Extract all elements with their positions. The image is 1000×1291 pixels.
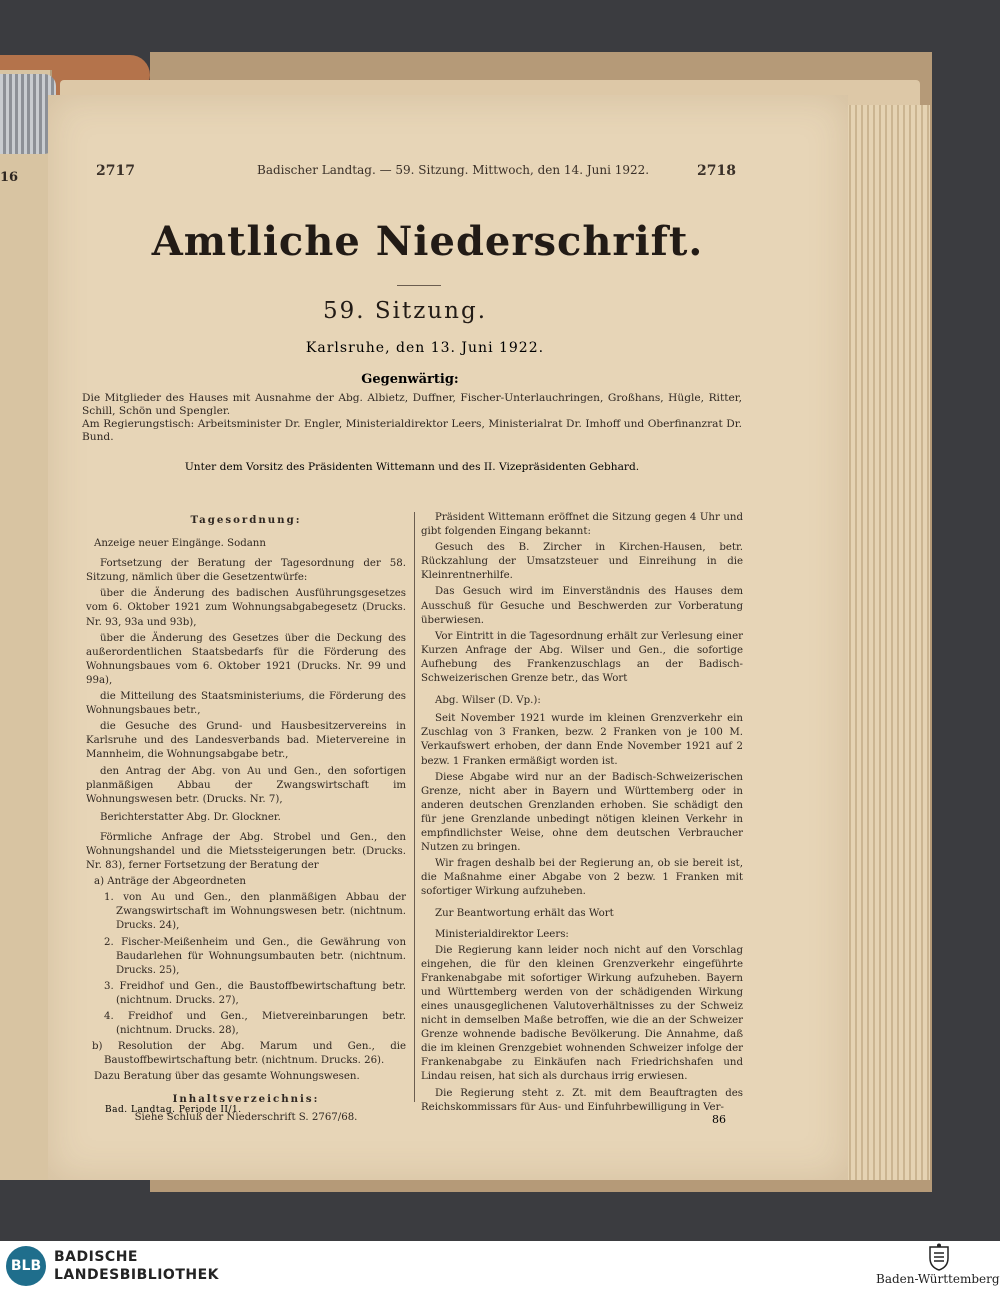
agenda-item: 1. von Au und Gen., den planmäßigen Abbau der Zwangswirtschaft im Wohnungswesen betr. (nichtnum. Drucks. 24), <box>104 892 406 932</box>
chair-line: Unter dem Vorsitz des Präsidenten Wittemann und des II. Vizepräsidenten Gebhard. <box>184 461 640 473</box>
sheet-signature: Bad. Landtag. Periode II/1. <box>105 1105 242 1115</box>
minutes-paragraph: Diese Abgabe wird nur an der Badisch-Schweizerischen Grenze, nicht aber in Bayern und Württemberg oder in anderen deutschen Grenzlanden erhoben. Sie schädigt den für jene Grenzlande unbedingt nötigen kleinen Verkehr in empfindlichster Weise, ohne dem deutschen Verbraucher Nutzen zu bringen. <box>421 771 743 854</box>
left-page-number-fragment: 16 <box>0 170 19 185</box>
agenda-item: 4. Freidhof und Gen., Mietvereinbarungen betr. (nichtnum. Drucks. 28), <box>104 1011 406 1037</box>
minutes-paragraph: Die Regierung steht z. Zt. mit dem Beauftragten des Reichskommissars für Aus- und Einfuhrbewilligung in Ver- <box>421 1087 743 1113</box>
minutes-paragraph: Präsident Wittemann eröffnet die Sitzung gegen 4 Uhr und gibt folgenden Eingang bekannt: <box>421 512 743 538</box>
agenda-item: über die Änderung des Gesetzes über die Deckung des außerordentlichen Staatsbedarfs für die Förderung des Wohnungsbaues vom 6. Oktober 1921 (Drucks. Nr. 99 und 99a), <box>86 632 406 686</box>
page-number-left: 2717 <box>96 163 135 179</box>
agenda-item: Fortsetzung der Beratung der Tagesordnung der 58. Sitzung, nämlich über die Gesetzentwürfe: <box>86 558 406 584</box>
minutes-paragraph: Die Regierung kann leider noch nicht auf den Vorschlag eingehen, die für den kleinen Grenzverkehr eingeführte Frankenabgabe mit sofortiger Wirkung aufzuheben. Bayern und Württemberg werden von der schädigenden Wirkung eines unausgeglichenen Valutoverhältnisses zu der Schweiz nicht in demselben Maße betroffen, wie die an der Schweizer Grenze wohnende badische Bevölkerung. Die Annahme, daß die im kleinen Grenzgebiet wohnenden Schweizer infolge der Frankenabgabe zu Einkäufen nach Friedrichshafen und Lindau reisen, hat sich als durchaus irrig erwiesen. <box>421 944 743 1083</box>
sheet-number: 86 <box>712 1113 726 1126</box>
document-title: Amtliche Niederschrift. <box>151 218 704 265</box>
page-number-right: 2718 <box>697 163 736 179</box>
speaker-line: Ministerialdirektor Leers: <box>435 928 569 940</box>
minutes-paragraph: Vor Eintritt in die Tagesordnung erhält zur Verlesung einer Kurzen Anfrage der Abg. Wilser und Gen., die sofortige Aufhebung des Frankenzuschlags an der Badisch-Schweizerischen Grenze betr., das Wort <box>421 630 743 685</box>
session-heading: 59. Sitzung. <box>322 298 488 324</box>
agenda-item: die Gesuche des Grund- und Hausbesitzervereins in Karlsruhe und des Landesverbands bad. Mietervereine in Mannheim, die Wohnungsabgabe betr., <box>86 721 406 761</box>
minutes-paragraph: Gesuch des B. Zircher in Kirchen-Hausen, betr. Rückzahlung der Umsatzsteuer und Einreihung in die Kleinrentnerhilfe. <box>421 542 743 582</box>
agenda-item: 2. Fischer-Meißenheim und Gen., die Gewährung von Baudarlehen für Wohnungsumbauten betr. (nichtnum. Drucks. 25), <box>104 936 406 976</box>
minutes-paragraph: Zur Beantwortung erhält das Wort <box>435 908 614 920</box>
library-name-line1: BADISCHE <box>54 1249 138 1265</box>
minutes-paragraph: Wir fragen deshalb bei der Regierung an, ob sie bereit ist, die Maßnahme einer Abgabe von 2 bezw. 1 Franken mit sofortiger Wirkung aufzuheben. <box>421 858 743 898</box>
present-members: Die Mitglieder des Hauses mit Ausnahme der Abg. Albietz, Duffner, Fischer-Unterlauchringen, Großhans, Hügle, Ritter, Schill, Schön und Spengler. <box>82 392 742 418</box>
present-heading: Gegenwärtig: <box>361 372 459 387</box>
agenda-item: den Antrag der Abg. von Au und Gen., den sofortigen planmäßigen Abbau der Zwangswirtschaft im Wohnungswesen betr. (Drucks. Nr. 7), <box>86 765 406 805</box>
present-government: Am Regierungstisch: Arbeitsminister Dr. Engler, Ministerialdirektor Leers, Ministerialrat Dr. Imhoff und Oberfinanzrat Dr. Bund. <box>82 418 742 444</box>
agenda-item: Berichterstatter Abg. Dr. Glockner. <box>100 811 281 823</box>
agenda-item: die Mitteilung des Staatsministeriums, die Förderung des Wohnungsbaues betr., <box>86 691 406 717</box>
title-rule <box>397 285 441 286</box>
agenda-item: 3. Freidhof und Gen., die Baustoffbewirtschaftung betr. (nichtnum. Drucks. 27), <box>104 980 406 1006</box>
agenda-item: b) Resolution der Abg. Marum und Gen., die Baustoffbewirtschaftung betr. (nichtnum. Drucks. 26). <box>92 1041 406 1067</box>
running-title: Badischer Landtag. — 59. Sitzung. Mittwoch, den 14. Juni 1922. <box>257 163 650 177</box>
agenda-item: Dazu Beratung über das gesamte Wohnungswesen. <box>94 1071 360 1083</box>
toc-heading: Inhaltsverzeichnis: <box>172 1093 320 1106</box>
library-name[interactable] <box>54 1248 219 1284</box>
agenda-item: a) Anträge der Abgeordneten <box>94 876 246 888</box>
bw-crest-icon <box>926 1243 952 1271</box>
speaker-line: Abg. Wilser (D. Vp.): <box>435 695 541 707</box>
right-column <box>421 511 743 1117</box>
agenda-item: Förmliche Anfrage der Abg. Strobel und Gen., den Wohnungshandel und die Mietssteigerungen betr. (Drucks. Nr. 83), ferner Fortsetzung der Beratung der <box>86 831 406 872</box>
left-column <box>86 513 406 1127</box>
agenda-item: über die Änderung des badischen Ausführungsgesetzes vom 6. Oktober 1921 zum Wohnungsabgabegesetz (Drucks. Nr. 93, 93a und 93b), <box>86 588 406 628</box>
minutes-paragraph: Das Gesuch wird im Einverständnis des Hauses dem Ausschuß für Gesuche und Beschwerden zur Vorberatung überwiesen. <box>421 586 743 626</box>
minutes-paragraph: Seit November 1921 wurde im kleinen Grenzverkehr ein Zuschlag von 3 Franken, bezw. 2 Franken von je 100 M. Verkaufswert erhoben, der dann Ende November 1921 auf 2 bezw. 1 Franken ermäßigt worden ist. <box>421 713 743 767</box>
state-label: Baden-Württemberg <box>876 1272 1000 1286</box>
page-edges <box>845 105 930 1180</box>
agenda-heading: Tagesordnung: <box>190 514 302 526</box>
column-divider <box>414 512 415 1102</box>
agenda-item: Anzeige neuer Eingänge. Sodann <box>94 538 266 550</box>
place-date: Karlsruhe, den 13. Juni 1922. <box>305 340 545 356</box>
toc-text: Siehe Schluß der Niederschrift S. 2767/68. <box>134 1111 358 1123</box>
library-name-line2: LANDESBIBLIOTHEK <box>54 1267 220 1283</box>
blb-logo-icon[interactable]: BLB <box>6 1246 46 1286</box>
